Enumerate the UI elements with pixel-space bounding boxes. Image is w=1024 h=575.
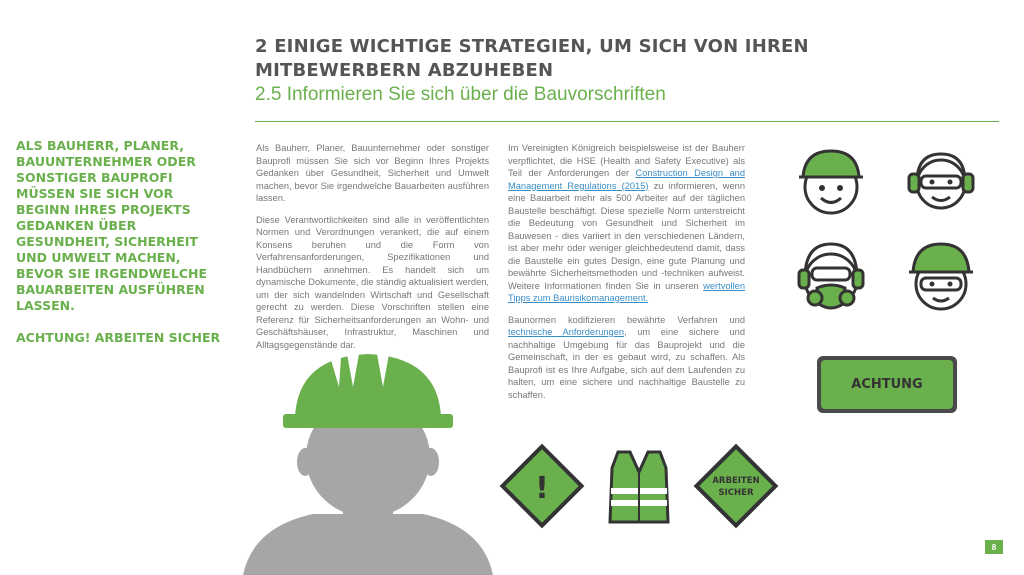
page-title: 2 EINIGE WICHTIGE STRATEGIEN, UM SICH VON IHREN MITBEWERBERN ABZUHEBEN — [255, 36, 809, 81]
divider — [255, 121, 999, 122]
work-safely-sign — [692, 442, 780, 530]
paragraph — [508, 314, 745, 402]
section-subtitle: 2.5 Informieren Sie sich über die Bauvorschriften — [255, 84, 666, 105]
worker-respirator-icon — [795, 238, 867, 318]
paragraph: Diese Verantwortlichkeiten sind alle in veröffentlichten Normen und Verordnungen verankert, die auf einem Konsens beruhen und die Form von Verfahrensanforderungen, Spezifikationen und Handbüchern annehmen. Es handelt sich um dynamische Dokumente, die ständig aktualisiert werden, um der sich wandelnden Wirtschaft und Gesellschaft gerecht zu werden. Diese Vorschriften stellen eine Referenz für Sicherheitsanforderungen an Wohn- und Geschäftshäuser, Infrastruktur, Maschinen und Alltagsgegenstände dar. — [256, 214, 489, 350]
callout-warning: ACHTUNG! ARBEITEN SICHER — [16, 330, 221, 345]
sign-line-1: ARBEITEN — [712, 476, 760, 486]
construction-worker-illustration — [243, 352, 493, 575]
text-span: , um eine sichere und nachhaltige Umgebung für das Bauprojekt und die Gemeinschaft, in der es gebaut wird, zu schaffen. Als Bauprofi ist es Ihre Aufgabe, sich auf dem Laufenden zu halten, um eine sichere und nachhaltige Baustelle zu schaffen. — [508, 327, 745, 400]
achtung-label: ACHTUNG — [821, 360, 953, 409]
risk-management-tips-link[interactable]: wertvollen Tipps zum Baurisikomanagement. — [508, 280, 745, 303]
worker-goggles-earmuffs-icon — [905, 150, 977, 216]
callout-intro: ALS BAUHERR, PLANER, BAUUNTERNEHMER ODER SONSTIGER BAUPROFI MÜSSEN SIE SICH VOR BEGINN IHRES PROJEKTS GEDANKEN ÜBER GESUNDHEIT, SICHERHEIT UND UMWELT MACHEN, BEVOR SIE IRGENDWELCHE BAUARBEITEN AUSFÜHREN LASSEN. — [16, 138, 208, 313]
text-span: zu informieren, wenn eine Bauarbeit mehr als 500 Arbeiter auf der täglichen Baustelle beschäftigt. Diese spezielle Norm unterstreicht die Bedeutung von Gesundheit und Sicherheit im Bauwesen - dies variiert in den verschiedenen Ländern, ist aber mehr oder weniger gleichbedeutend damit, dass die Baustelle ein gutes Design, eine gute Planung und bewährte Sicherheitsmethoden und -techniken aufweist. Weitere Informationen finden Sie in unseren — [508, 180, 746, 291]
paragraph — [508, 142, 745, 305]
worker-helmet-goggles-icon — [905, 240, 977, 316]
technical-requirements-link[interactable]: technische Anforderungen — [508, 327, 625, 337]
cdm-regulations-link[interactable]: Construction Design and Management Regulations (2015) — [508, 168, 746, 191]
page-number: 8 — [985, 540, 1003, 554]
achtung-sign — [817, 356, 957, 413]
exclamation-warning-icon — [498, 442, 586, 530]
text-column-2 — [508, 142, 745, 410]
sign-line-2: SICHER — [718, 488, 754, 498]
text-span: Baunormen kodifizieren bewährte Verfahren und — [508, 314, 745, 325]
worker-helmet-smile-icon — [795, 147, 867, 219]
exclamation-mark: ! — [535, 471, 549, 506]
sidebar-callout — [16, 138, 221, 362]
text-column-1 — [256, 142, 489, 360]
paragraph: Als Bauherr, Planer, Bauunternehmer oder sonstiger Bauprofi müssen Sie sich vor Beginn Ihres Projekts Gedanken über Gesundheit, Sicherheit und Umwelt machen, bevor Sie irgendwelche Bauarbeiten ausführen lassen. — [256, 143, 489, 203]
text-span: Im Vereinigten Königreich beispielsweise ist der Bauherr verpflichtet, die HSE (Health and Safety Executive) als Teil der Anforderungen der — [508, 143, 745, 178]
safety-vest-icon — [606, 448, 672, 526]
